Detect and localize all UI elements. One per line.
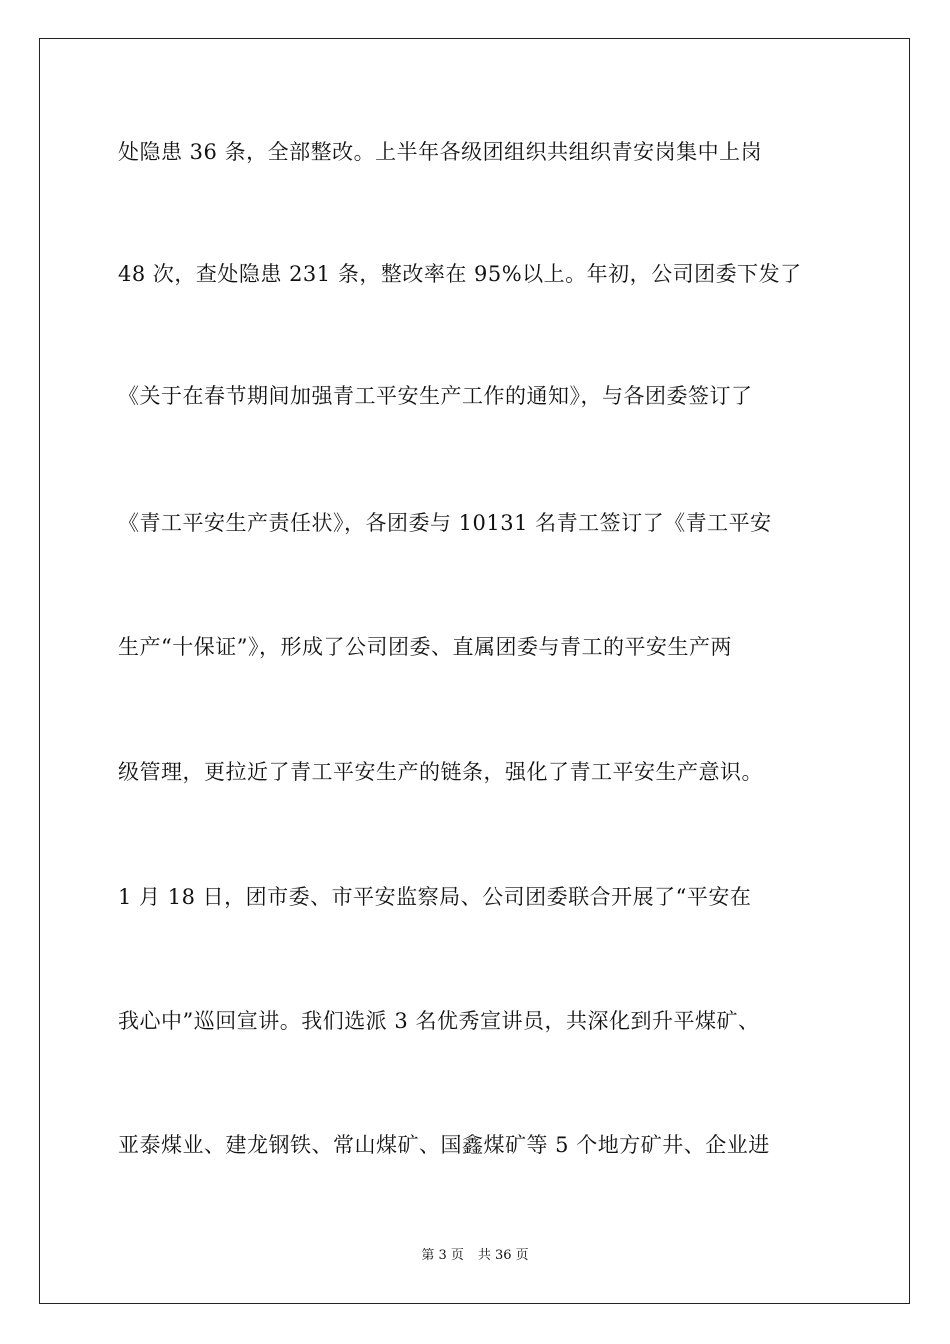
body-line-6: 级管理，更拉近了青工平安生产的链条，强化了青工平安生产意识。 bbox=[118, 760, 763, 784]
body-line-8: 我心中”巡回宣讲。我们选派 3 名优秀宣讲员，共深化到升平煤矿、 bbox=[118, 1009, 760, 1033]
total-pages: 共 36 页 bbox=[477, 1248, 529, 1263]
body-line-3: 《关于在春节期间加强青工平安生产工作的通知》，与各团委签订了 bbox=[118, 384, 753, 408]
body-line-5: 生产“十保证”》，形成了公司团委、直属团委与青工的平安生产两 bbox=[118, 635, 732, 659]
body-line-4: 《青工平安生产责任状》，各团委与 10131 名青工签订了《青工平安 bbox=[118, 511, 772, 535]
page-border bbox=[39, 38, 910, 1304]
body-line-7: 1 月 18 日，团市委、市平安监察局、公司团委联合开展了“平安在 bbox=[118, 885, 752, 909]
body-line-1: 处隐患 36 条，全部整改。上半年各级团组织共组织青安岗集中上岗 bbox=[118, 140, 763, 164]
page-footer bbox=[0, 1247, 950, 1265]
body-line-2: 48 次，查处隐患 231 条，整改率在 95%以上。年初，公司团委下发了 bbox=[118, 262, 802, 286]
page-number: 第 3 页 bbox=[421, 1248, 464, 1263]
body-line-9: 亚泰煤业、建龙钢铁、常山煤矿、国鑫煤矿等 5 个地方矿井、企业进 bbox=[118, 1133, 770, 1157]
